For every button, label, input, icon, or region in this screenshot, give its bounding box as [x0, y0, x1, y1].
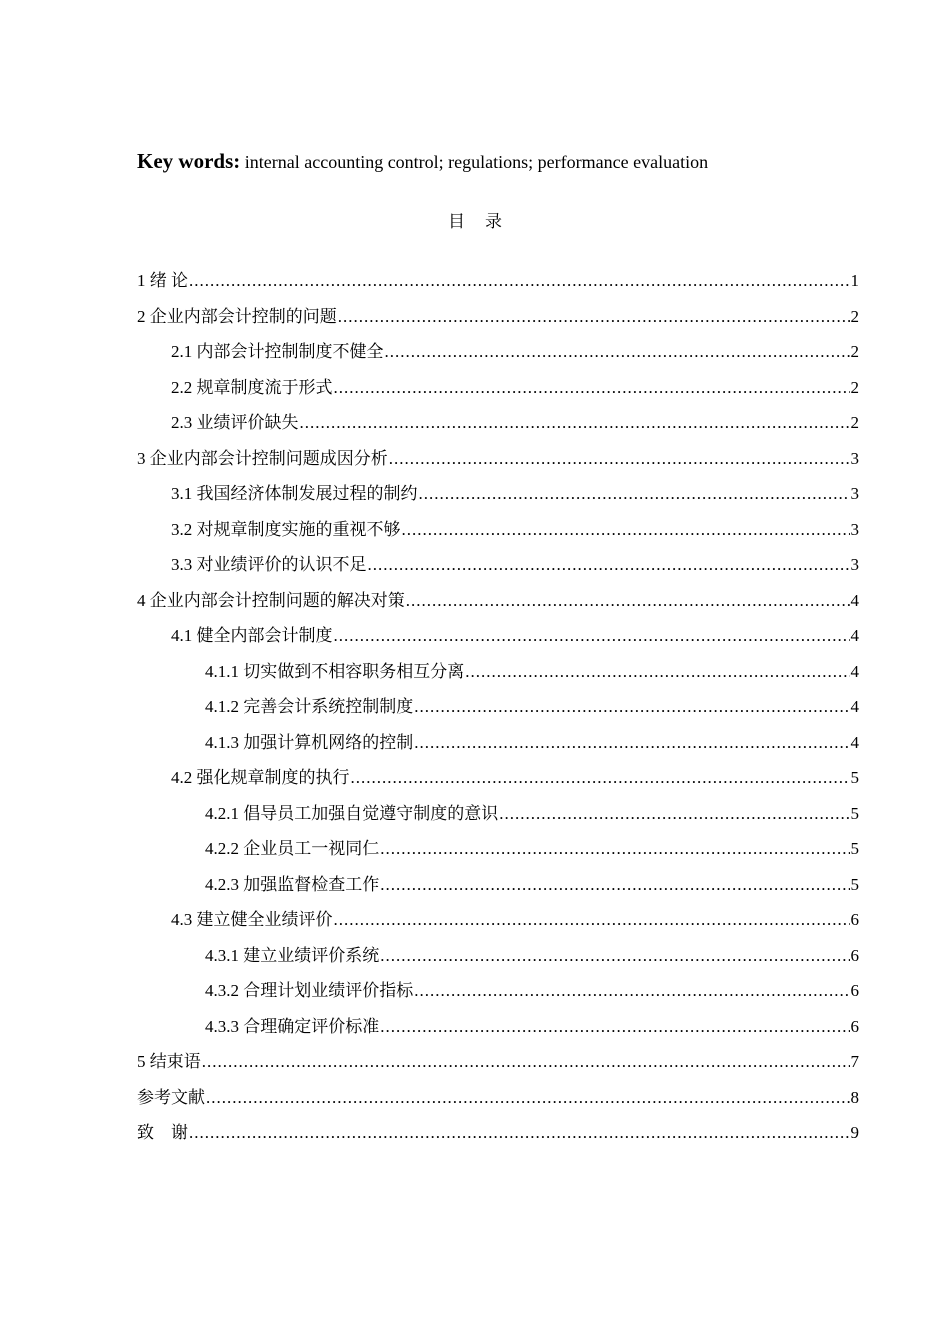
toc-entry-text: 致 谢 — [137, 1123, 188, 1142]
toc-dot-leader — [414, 689, 849, 725]
toc-entry-page: 4 — [850, 661, 859, 681]
toc-entry[interactable] — [137, 1115, 859, 1151]
toc-entry-page: 3 — [850, 519, 859, 539]
toc-entry-text: 4.2 强化规章制度的执行 — [171, 768, 350, 787]
toc-entry[interactable] — [137, 796, 859, 832]
toc-dot-leader — [402, 512, 850, 548]
toc-entry[interactable] — [137, 1009, 859, 1045]
toc-entry-text: 2.3 业绩评价缺失 — [171, 413, 299, 432]
toc-entry-text: 4.2.2 企业员工一视同仁 — [205, 839, 380, 858]
toc-entry[interactable] — [137, 1044, 859, 1080]
toc-entry-text: 4.3 建立健全业绩评价 — [171, 910, 333, 929]
toc-entry[interactable] — [137, 512, 859, 548]
toc-entry-page: 4 — [850, 732, 859, 752]
toc-entry-page: 6 — [850, 1016, 859, 1036]
toc-dot-leader — [380, 938, 849, 974]
toc-entry-text: 4.2.3 加强监督检查工作 — [205, 874, 380, 894]
keywords-label: Key words: — [137, 149, 241, 173]
toc-entry[interactable] — [137, 654, 859, 690]
toc-entry[interactable] — [137, 299, 859, 335]
toc-entry-page: 2 — [850, 377, 859, 397]
toc-entry[interactable] — [137, 263, 859, 299]
toc-entry-page: 4 — [850, 590, 859, 610]
toc-dot-leader — [419, 476, 850, 512]
toc-entry-page: 6 — [850, 945, 859, 965]
toc-dot-leader — [406, 583, 850, 619]
toc-dot-leader — [389, 441, 850, 477]
toc-entry-text: 3.1 我国经济体制发展过程的制约 — [171, 484, 418, 503]
keywords-line — [137, 147, 877, 176]
toc-entry[interactable] — [137, 1080, 859, 1116]
toc-entry[interactable] — [137, 831, 859, 867]
toc-entry-text: 2.2 规章制度流于形式 — [171, 377, 333, 397]
toc-entry-page: 1 — [850, 271, 859, 290]
toc-entry-page: 3 — [850, 555, 859, 574]
toc-entry[interactable] — [137, 476, 859, 512]
toc-entry-text: 4.2.1 倡导员工加强自觉遵守制度的意识 — [205, 803, 499, 823]
toc-entry-text: 1 绪 论 — [137, 271, 188, 290]
toc-dot-leader — [206, 1080, 850, 1116]
toc-dot-leader — [414, 725, 849, 761]
toc-entry-text: 3.3 对业绩评价的认识不足 — [171, 555, 367, 574]
toc-title-left: 目 — [448, 212, 465, 231]
toc-entry-text: 4.1 健全内部会计制度 — [171, 626, 333, 645]
toc-title — [0, 209, 950, 235]
toc-entry-text: 4.1.3 加强计算机网络的控制 — [205, 732, 414, 752]
toc-dot-leader — [351, 760, 850, 796]
toc-entry-page: 6 — [850, 910, 859, 929]
toc-entry-page: 5 — [850, 839, 859, 858]
toc-entry-page: 9 — [850, 1123, 859, 1142]
toc-entry-page: 2 — [850, 413, 859, 432]
toc-entry[interactable] — [137, 867, 859, 903]
toc-dot-leader — [189, 263, 850, 299]
toc-entry-text: 4.1.1 切实做到不相容职务相互分离 — [205, 661, 465, 681]
toc-entry-text: 4.3.2 合理计划业绩评价指标 — [205, 981, 414, 1000]
toc-entry-page: 5 — [850, 803, 859, 823]
toc-dot-leader — [368, 547, 850, 583]
toc-dot-leader — [380, 831, 849, 867]
toc-dot-leader — [385, 334, 850, 370]
toc-dot-leader — [334, 902, 850, 938]
toc-entry-page: 7 — [850, 1052, 859, 1071]
toc-entry[interactable] — [137, 618, 859, 654]
toc-entry[interactable] — [137, 938, 859, 974]
toc-entry[interactable] — [137, 760, 859, 796]
keywords-text: internal accounting control; regulations; performance evaluation — [240, 152, 709, 172]
toc-entry-page: 4 — [850, 697, 859, 716]
toc-entry[interactable] — [137, 441, 859, 477]
toc-entry-text: 4.3.1 建立业绩评价系统 — [205, 945, 380, 965]
toc-dot-leader — [380, 867, 849, 903]
toc-entry-page: 5 — [850, 768, 859, 787]
toc-entry-text: 4.3.3 合理确定评价标准 — [205, 1016, 380, 1036]
toc-dot-leader — [499, 796, 849, 832]
toc-title-right: 录 — [485, 212, 502, 231]
toc-entry-page: 3 — [850, 484, 859, 503]
toc-dot-leader — [300, 405, 850, 441]
toc-dot-leader — [189, 1115, 850, 1151]
toc-entry-text: 2.1 内部会计控制制度不健全 — [171, 342, 384, 361]
toc-entry[interactable] — [137, 370, 859, 406]
table-of-contents — [137, 263, 859, 1151]
toc-entry[interactable] — [137, 689, 859, 725]
toc-entry[interactable] — [137, 583, 859, 619]
toc-entry-text: 3 企业内部会计控制问题成因分析 — [137, 448, 388, 468]
toc-entry-page: 4 — [850, 626, 859, 645]
toc-entry[interactable] — [137, 902, 859, 938]
toc-entry-text: 参考文献 — [137, 1087, 205, 1107]
toc-entry-text: 5 结束语 — [137, 1052, 201, 1071]
toc-entry[interactable] — [137, 334, 859, 370]
toc-entry-page: 6 — [850, 981, 859, 1000]
toc-entry-page: 2 — [850, 342, 859, 361]
toc-entry[interactable] — [137, 405, 859, 441]
toc-dot-leader — [334, 370, 850, 406]
toc-entry-page: 3 — [850, 448, 859, 468]
toc-entry-page: 8 — [850, 1087, 859, 1107]
toc-dot-leader — [334, 618, 850, 654]
toc-dot-leader — [380, 1009, 849, 1045]
toc-dot-leader — [338, 299, 850, 335]
toc-dot-leader — [414, 973, 849, 1009]
toc-entry[interactable] — [137, 973, 859, 1009]
toc-entry-page: 5 — [850, 874, 859, 894]
toc-entry[interactable] — [137, 547, 859, 583]
toc-entry-page: 2 — [850, 306, 859, 326]
toc-entry[interactable] — [137, 725, 859, 761]
toc-entry-text: 3.2 对规章制度实施的重视不够 — [171, 519, 401, 539]
toc-entry-text: 4.1.2 完善会计系统控制制度 — [205, 697, 414, 716]
toc-entry-text: 2 企业内部会计控制的问题 — [137, 306, 337, 326]
toc-entry-text: 4 企业内部会计控制问题的解决对策 — [137, 590, 405, 610]
toc-dot-leader — [202, 1044, 850, 1080]
toc-dot-leader — [465, 654, 849, 690]
